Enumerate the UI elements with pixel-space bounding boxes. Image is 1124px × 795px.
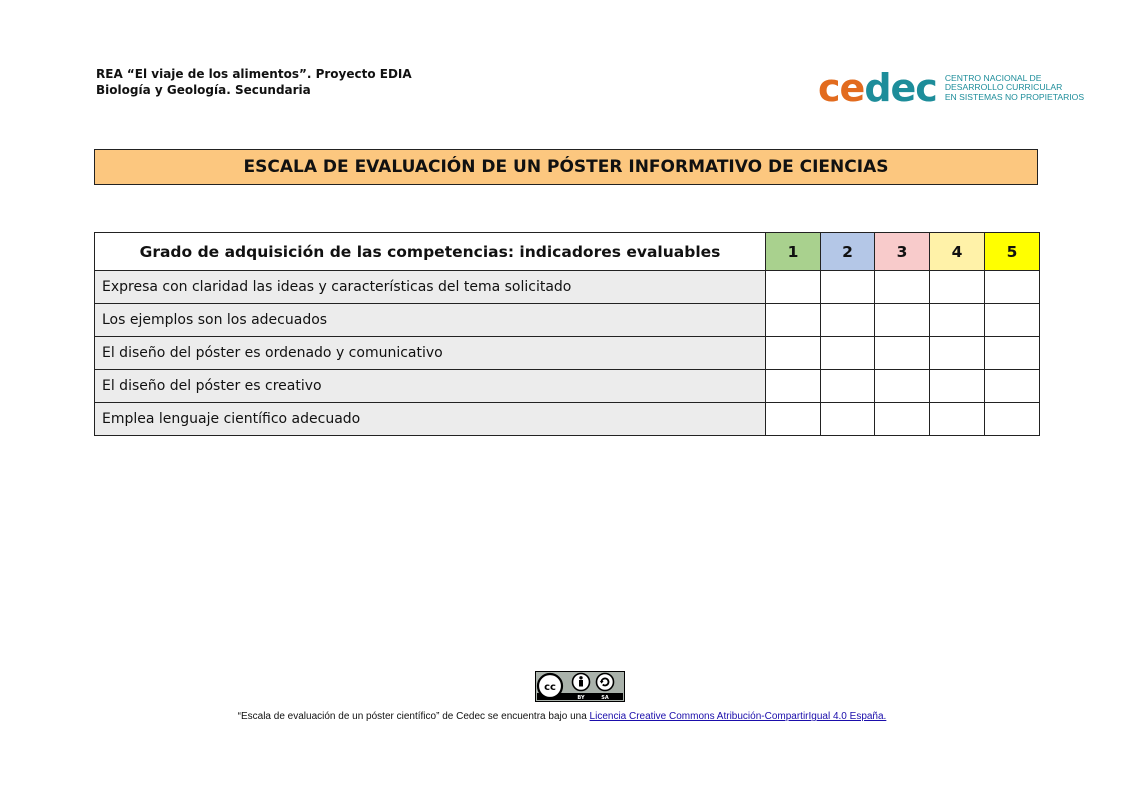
score-cell[interactable] <box>766 304 821 337</box>
license-footer <box>0 711 1124 722</box>
table-header-row <box>95 233 1040 271</box>
score-cell[interactable] <box>821 304 875 337</box>
score-cell[interactable] <box>985 304 1040 337</box>
indicator-label: Los ejemplos son los adecuados <box>95 304 766 337</box>
score-cell[interactable] <box>766 337 821 370</box>
table-row <box>95 337 1040 370</box>
indicator-label: Emplea lenguaje científico adecuado <box>95 403 766 436</box>
score-cell[interactable] <box>875 304 930 337</box>
score-cell[interactable] <box>985 370 1040 403</box>
scale-header-1: 1 <box>766 233 821 271</box>
evaluation-table <box>94 232 1040 436</box>
scale-header-2: 2 <box>821 233 875 271</box>
cc-by-label: BY <box>577 695 585 701</box>
score-cell[interactable] <box>985 271 1040 304</box>
score-cell[interactable] <box>930 370 985 403</box>
scale-header-4: 4 <box>930 233 985 271</box>
cedec-logo-tagline: CENTRO NACIONAL DE DESARROLLO CURRICULAR EN SISTEMAS NO PROPIETARIOS <box>944 72 1085 102</box>
indicators-header: Grado de adquisición de las competencias: indicadores evaluables <box>95 233 766 271</box>
table-row <box>95 370 1040 403</box>
license-link[interactable]: Licencia Creative Commons Atribución-CompartirIgual 4.0 España. <box>589 711 887 722</box>
score-cell[interactable] <box>930 403 985 436</box>
indicator-label: El diseño del póster es creativo <box>95 370 766 403</box>
header-subject-line: Biología y Geología. Secundaria <box>96 83 311 97</box>
indicator-label: Expresa con claridad las ideas y características del tema solicitado <box>95 271 766 304</box>
cc-by-sa-icon[interactable] <box>535 671 625 702</box>
score-cell[interactable] <box>821 403 875 436</box>
score-cell[interactable] <box>875 337 930 370</box>
cedec-logo-wordmark: cedec <box>818 66 937 110</box>
score-cell[interactable] <box>985 337 1040 370</box>
scale-header-3: 3 <box>875 233 930 271</box>
license-text: “Escala de evaluación de un póster científico” de Cedec se encuentra bajo una <box>237 711 590 722</box>
svg-text:cc: cc <box>544 682 556 693</box>
page-title: ESCALA DE EVALUACIÓN DE UN PÓSTER INFORMATIVO DE CIENCIAS <box>94 149 1038 185</box>
score-cell[interactable] <box>875 271 930 304</box>
table-row <box>95 304 1040 337</box>
score-cell[interactable] <box>766 370 821 403</box>
score-cell[interactable] <box>821 337 875 370</box>
score-cell[interactable] <box>875 370 930 403</box>
table-row <box>95 403 1040 436</box>
score-cell[interactable] <box>985 403 1040 436</box>
score-cell[interactable] <box>821 370 875 403</box>
cedec-logo <box>818 68 1084 108</box>
score-cell[interactable] <box>930 271 985 304</box>
header-project-line: REA “El viaje de los alimentos”. Proyecto EDIA <box>96 67 412 81</box>
score-cell[interactable] <box>930 337 985 370</box>
score-cell[interactable] <box>875 403 930 436</box>
score-cell[interactable] <box>821 271 875 304</box>
table-row <box>95 271 1040 304</box>
indicator-label: El diseño del póster es ordenado y comunicativo <box>95 337 766 370</box>
score-cell[interactable] <box>766 271 821 304</box>
scale-header-5: 5 <box>985 233 1040 271</box>
document-header <box>96 66 412 98</box>
score-cell[interactable] <box>930 304 985 337</box>
cc-sa-label: SA <box>601 695 609 701</box>
score-cell[interactable] <box>766 403 821 436</box>
